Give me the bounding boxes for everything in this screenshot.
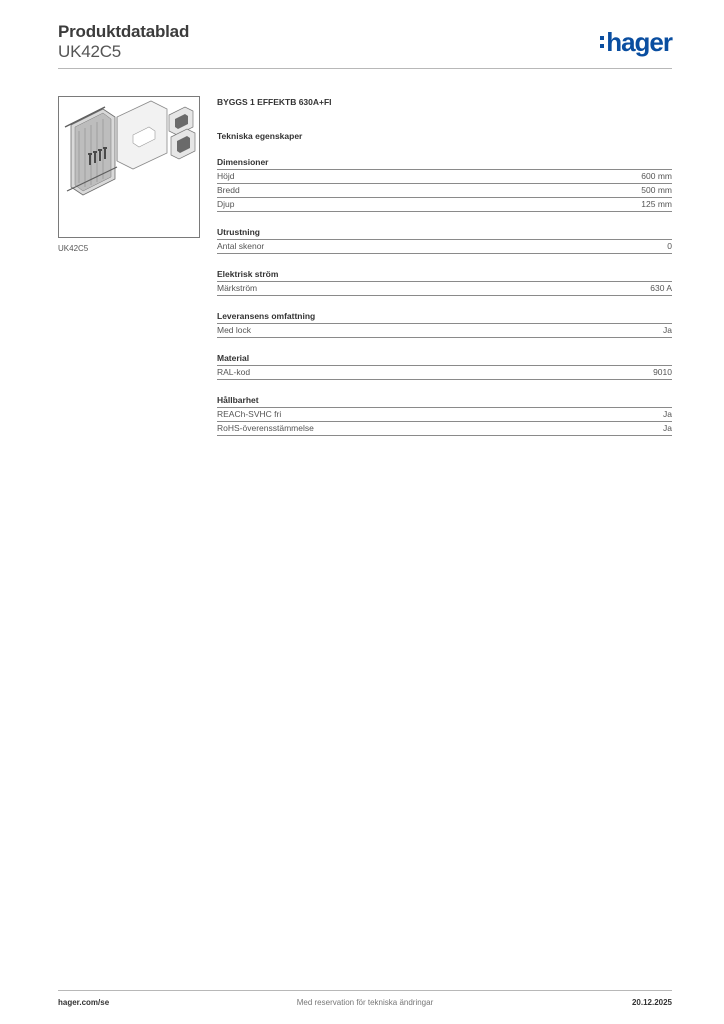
spec-value: Ja	[663, 409, 672, 419]
spec-row	[217, 282, 672, 296]
group-title: Material	[217, 352, 672, 366]
group-title: Utrustning	[217, 226, 672, 240]
hager-logo	[600, 28, 672, 56]
cover-panel-icon	[117, 101, 167, 169]
footer-disclaimer: Med reservation för tekniska ändringar	[296, 998, 434, 1007]
spec-row	[217, 240, 672, 254]
spec-group-dimensioner	[217, 156, 672, 212]
spec-value: 630 A	[650, 283, 672, 293]
group-title: Hållbarhet	[217, 394, 672, 408]
logo-wordmark: hager	[606, 27, 672, 57]
specifications	[217, 96, 672, 436]
product-image	[58, 96, 200, 238]
section-heading: Tekniska egenskaper	[217, 131, 303, 141]
product-code: UK42C5	[58, 42, 122, 61]
footer-date: 20.12.2025	[631, 998, 672, 1007]
spec-label: Antal skenor	[217, 241, 265, 251]
spec-label: REACh-SVHC fri	[217, 409, 282, 419]
product-kit-image	[59, 97, 199, 237]
frame-plates-icon	[169, 107, 195, 159]
mounting-plate-icon	[65, 107, 117, 195]
group-title: Elektrisk ström	[217, 268, 672, 282]
group-title: Leveransens omfattning	[217, 310, 672, 324]
page-footer	[58, 998, 672, 1010]
footer-divider	[58, 990, 672, 991]
spec-value: 125 mm	[641, 199, 672, 209]
spec-row	[217, 198, 672, 212]
spec-value: Ja	[663, 325, 672, 335]
spec-row	[217, 184, 672, 198]
spec-row	[217, 170, 672, 184]
spec-value: 500 mm	[641, 185, 672, 195]
spec-label: Med lock	[217, 325, 252, 335]
spec-label: Märkström	[217, 283, 258, 293]
group-title: Dimensioner	[217, 156, 672, 170]
spec-group-hallbarhet	[217, 394, 672, 436]
spec-row	[217, 366, 672, 380]
spec-group-leveransens-omfattning	[217, 310, 672, 338]
spec-value: 600 mm	[641, 171, 672, 181]
spec-value: 9010	[653, 367, 672, 377]
spec-value: 0	[667, 241, 672, 251]
spec-group-utrustning	[217, 226, 672, 254]
spec-row	[217, 422, 672, 436]
logo-colon-icon	[600, 31, 604, 53]
spec-label: RoHS-överensstämmelse	[217, 423, 314, 433]
image-caption: UK42C5	[58, 244, 89, 253]
footer-website-link[interactable]: hager.com/se	[58, 998, 110, 1007]
spec-label: RAL-kod	[217, 367, 251, 377]
spec-group-material	[217, 352, 672, 380]
spec-row	[217, 408, 672, 422]
spec-label: Bredd	[217, 185, 240, 195]
spec-group-elektrisk-strom	[217, 268, 672, 296]
spec-label: Djup	[217, 199, 235, 209]
header-divider	[58, 68, 672, 69]
document-title: Produktdatablad	[58, 22, 190, 41]
page-header	[58, 20, 672, 68]
spec-row	[217, 324, 672, 338]
product-name: BYGGS 1 EFFEKTB 630A+FI	[217, 97, 332, 107]
spec-label: Höjd	[217, 171, 235, 181]
spec-value: Ja	[663, 423, 672, 433]
